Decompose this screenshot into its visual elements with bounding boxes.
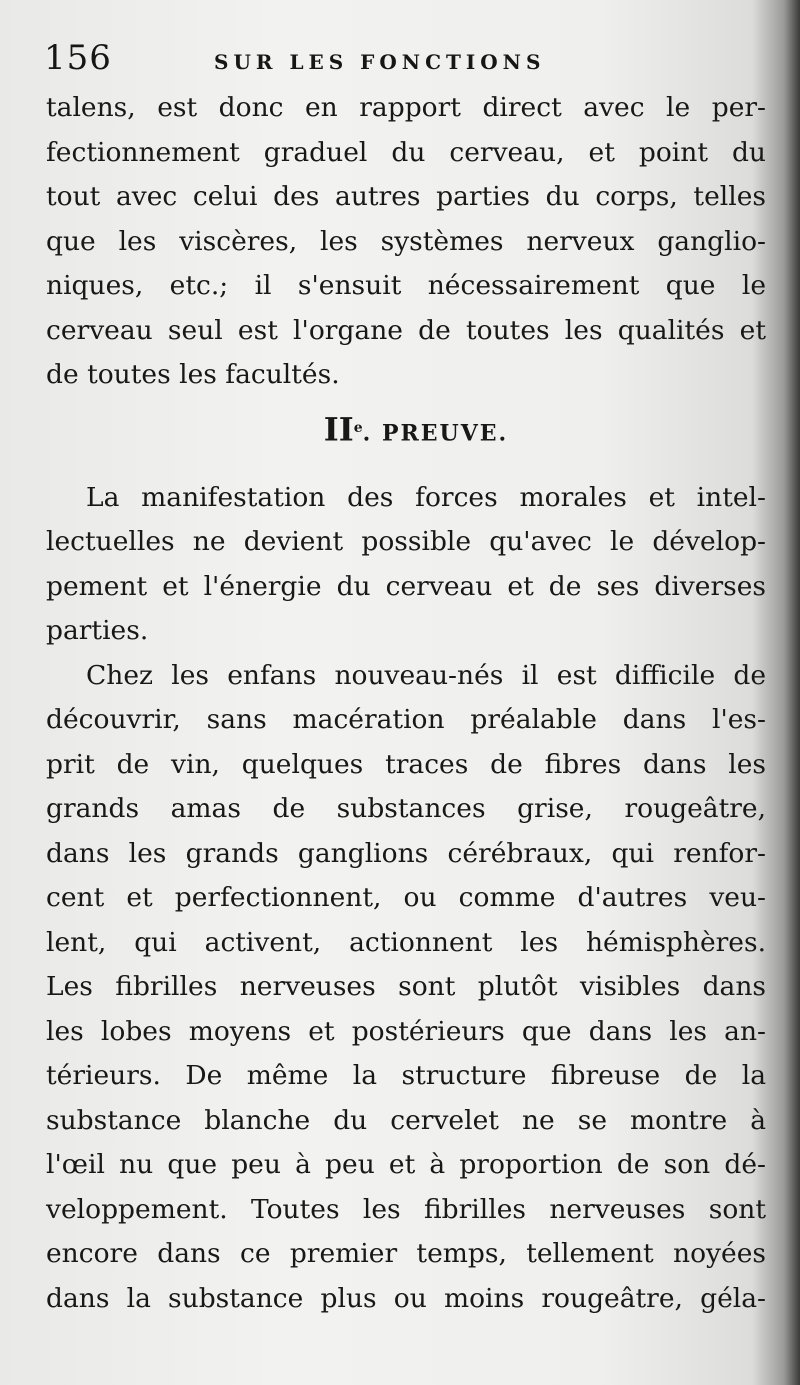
text-line: lent, qui activent, actionnent les hémisphères. xyxy=(46,926,766,958)
text-line: lectuelles ne devient possible qu'avec le dévelop- xyxy=(46,526,766,557)
text-line: tout avec celui des autres parties du corps, telles xyxy=(46,181,766,212)
text-line: parties. xyxy=(46,615,149,646)
text-line: cent et perfectionnent, ou comme d'autres veu- xyxy=(46,882,766,913)
text-line: Les fibrilles nerveuses sont plutôt visibles dans xyxy=(46,971,766,1002)
running-head: SUR LES FONCTIONS xyxy=(214,50,546,74)
section-heading xyxy=(46,406,766,456)
section-heading-numeral: II xyxy=(323,409,354,448)
paragraph-3 xyxy=(46,654,766,1322)
paragraph-2 xyxy=(46,476,766,654)
paragraph-1 xyxy=(46,86,766,398)
text-line: niques, etc.; il s'ensuit nécessairement que le xyxy=(46,270,766,301)
page-number: 156 xyxy=(44,38,112,78)
page-header xyxy=(44,34,764,84)
text-line: fectionnement graduel du cerveau, et point du xyxy=(46,136,766,168)
text-line: dans la substance plus ou moins rougeâtre, géla- xyxy=(46,1282,766,1314)
text-line: veloppement. Toutes les fibrilles nerveuses sont xyxy=(46,1193,766,1225)
text-line: prit de vin, quelques traces de fibres dans les xyxy=(46,748,766,780)
text-line: La manifestation des forces morales et intel- xyxy=(86,481,766,513)
text-line: grands amas de substances grise, rougeâtre, xyxy=(46,793,766,824)
text-line: substance blanche du cervelet ne se montre à xyxy=(46,1104,766,1136)
text-line: talens, est donc en rapport direct avec le per- xyxy=(46,92,766,123)
body-text xyxy=(46,86,766,1321)
text-line: les lobes moyens et postérieurs que dans les an- xyxy=(46,1015,766,1047)
text-line: pement et l'énergie du cerveau et de ses diverses xyxy=(46,570,766,602)
text-line: Chez les enfans nouveau-nés il est difficile de xyxy=(86,659,766,691)
text-line: découvrir, sans macération préalable dans l'es- xyxy=(46,704,766,735)
text-line: l'œil nu que peu à peu et à proportion de son dé- xyxy=(46,1149,766,1180)
text-line: encore dans ce premier temps, tellement noyées xyxy=(46,1238,766,1269)
text-line: dans les grands ganglions cérébraux, qui renfor- xyxy=(46,837,766,869)
text-line: cerveau seul est l'organe de toutes les qualités et xyxy=(46,314,766,346)
section-heading-superscript: e xyxy=(353,419,363,436)
text-line: de toutes les facultés. xyxy=(46,359,340,390)
section-heading-label: . PREUVE. xyxy=(362,419,509,446)
text-line: térieurs. De même la structure fibreuse de la xyxy=(46,1060,766,1091)
text-line: que les viscères, les systèmes nerveux ganglio- xyxy=(46,225,766,257)
